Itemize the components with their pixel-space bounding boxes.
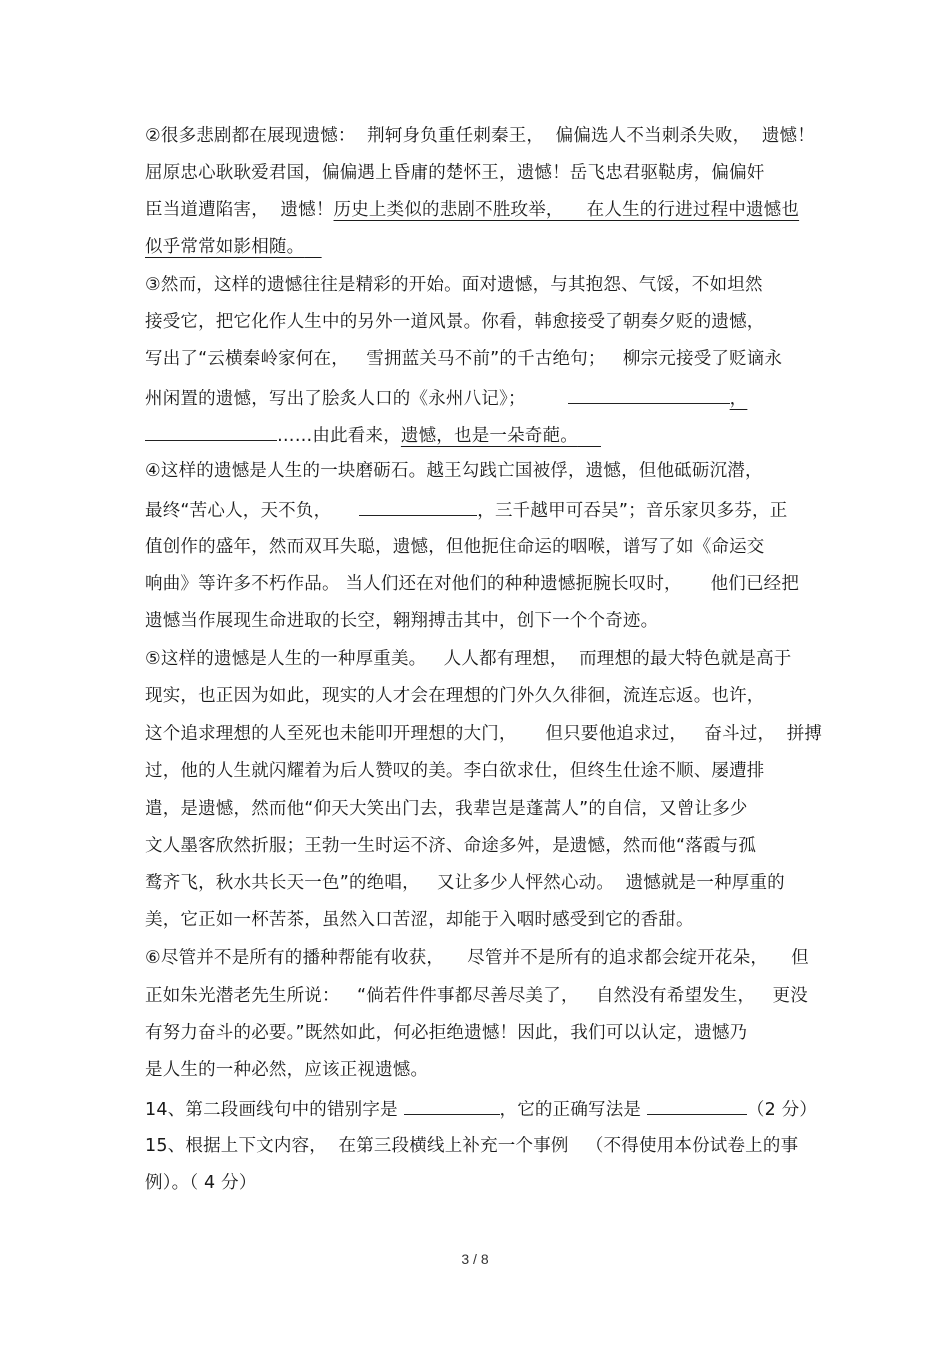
para5-line1: ⑤这样的遗憾是人生的一种厚重美。 人人都有理想， 而理想的最大特色就是高于 xyxy=(145,649,792,669)
para4-line2-text: 最终“苦心人，天不负， xyxy=(145,501,332,521)
para6-line3: 有努力奋斗的必要。”既然如此，何必拒绝遗憾！因此，我们可以认定，遗憾乃 xyxy=(145,1023,748,1043)
q14-prompt-2: ，它的正确写法是 xyxy=(499,1100,647,1120)
para3-line3: 写出了“云横秦岭家何在， 雪拥蓝关马不前”的千古绝句； 柳宗元接受了贬谪永 xyxy=(145,349,783,369)
para3-line5-text: ……由此看来， xyxy=(277,426,401,446)
underline-tail xyxy=(304,237,321,257)
fill-blank-quote[interactable] xyxy=(359,497,477,516)
underline-tail-2 xyxy=(578,426,601,446)
para6-line1: ⑥尽管并不是所有的播种帮能有收获， 尽管并不是所有的追求都会绽开花朵， 但 xyxy=(145,948,809,968)
fill-blank-example-1[interactable] xyxy=(568,385,730,404)
para5-line5: 遣，是遗憾，然而他“仰天大笑出门去，我辈岂是蓬蒿人”的自信，又曾让多少 xyxy=(145,799,748,819)
para5-line3: 这个追求理想的人至死也未能叩开理想的大门， 但只要他追求过， 奋斗过， 拼搏 xyxy=(145,724,823,744)
para3-line4-text: 州闲置的遗憾，写出了脍炙人口的《永州八记》； xyxy=(145,389,526,409)
blank-comma: ， xyxy=(729,389,748,409)
underlined-sentence-part1: 历史上类似的悲剧不胜玫举， 在人生的行进过程中遗憾也 xyxy=(333,200,800,220)
para5-line7: 鹜齐飞，秋水共长天一色”的绝唱， 又让多少人怦然心动。 遗憾就是一种厚重的 xyxy=(145,873,785,893)
para4-line3: 值创作的盛年，然而双耳失聪，遗憾，但他扼住命运的咽喉，谱写了如《命运交 xyxy=(145,537,765,557)
para4-line1: ④这样的遗憾是人生的一块磨砺石。越王勾践亡国被俘，遗憾，但他砥砺沉潜， xyxy=(145,461,763,481)
page-number: 3 / 8 xyxy=(461,1251,489,1267)
para2-line2: 屈原忠心耿耿爱君国，偏偏遇上昏庸的楚怀王，遗憾！岳飞忠君驱鞑虏，偏偏奸 xyxy=(145,163,765,183)
q14-answer-correct-char[interactable] xyxy=(647,1096,747,1115)
fill-blank-example-2[interactable] xyxy=(145,422,277,441)
underlined-sentence-part2: 似乎常常如影相随。 xyxy=(145,237,305,257)
para3-line1: ③然而，这样的遗憾往往是精彩的开始。面对遗憾，与其抱怨、气馁，不如坦然 xyxy=(145,275,763,295)
para6-line4: 是人生的一种必然，应该正视遗憾。 xyxy=(145,1060,429,1080)
question-15-line1: 15、根据上下文内容， 在第三段横线上补充一个事例 （不得使用本份试卷上的事 xyxy=(145,1136,799,1156)
para5-line2: 现实，也正因为如此，现实的人才会在理想的门外久久徘徊，流连忘返。也许， xyxy=(145,686,765,706)
para3-line2: 接受它，把它化作人生中的另外一道风景。你看，韩愈接受了朝奏夕贬的遗憾， xyxy=(145,312,765,332)
para4-line5: 遗憾当作展现生命进取的长空，翱翔搏击其中，创下一个个奇迹。 xyxy=(145,611,659,631)
para5-line8: 美，它正如一杯苦茶，虽然入口苦涩，却能于入咽时感受到它的香甜。 xyxy=(145,910,694,930)
para2-line3-text: 臣当道遭陷害， 遗憾！ xyxy=(145,200,334,220)
q14-prompt: 14、第二段画线句中的错别字是 xyxy=(145,1100,404,1120)
para3-conclusion: 遗憾，也是一朵奇葩。 xyxy=(400,426,578,446)
para4-line2-rest: ，三千越甲可吞吴”；音乐家贝多芬，正 xyxy=(477,501,788,521)
para4-line4: 响曲》等许多不朽作品。 当人们还在对他们的种种遗憾扼腕长叹时， 他们已经把 xyxy=(145,574,800,594)
para2-line1: ②很多悲剧都在展现遗憾： 荆轲身负重任刺秦王， 偏偏选人不当刺杀失败， 遗憾！ xyxy=(145,126,815,146)
para4-line2 xyxy=(145,497,787,523)
para3-line4 xyxy=(145,385,747,411)
para3-line5 xyxy=(145,422,601,448)
para5-line4: 过，他的人生就闪耀着为后人赞叹的美。李白欲求仕，但终生仕途不顺、屡遭排 xyxy=(145,761,765,781)
para2-line3 xyxy=(145,198,799,222)
question-15-line2: 例）。（ 4 分） xyxy=(145,1173,257,1193)
para5-line6: 文人墨客欣然折服；王勃一生时运不济、命途多舛，是遗憾，然而他“落霞与孤 xyxy=(145,836,757,856)
q14-answer-wrong-char[interactable] xyxy=(404,1096,500,1115)
para2-line4 xyxy=(145,235,322,259)
para6-line2: 正如朱光潜老先生所说： “倘若件件事都尽善尽美了， 自然没有希望发生， 更没 xyxy=(145,986,808,1006)
q14-score: （2 分） xyxy=(746,1100,818,1120)
question-14 xyxy=(145,1096,817,1122)
